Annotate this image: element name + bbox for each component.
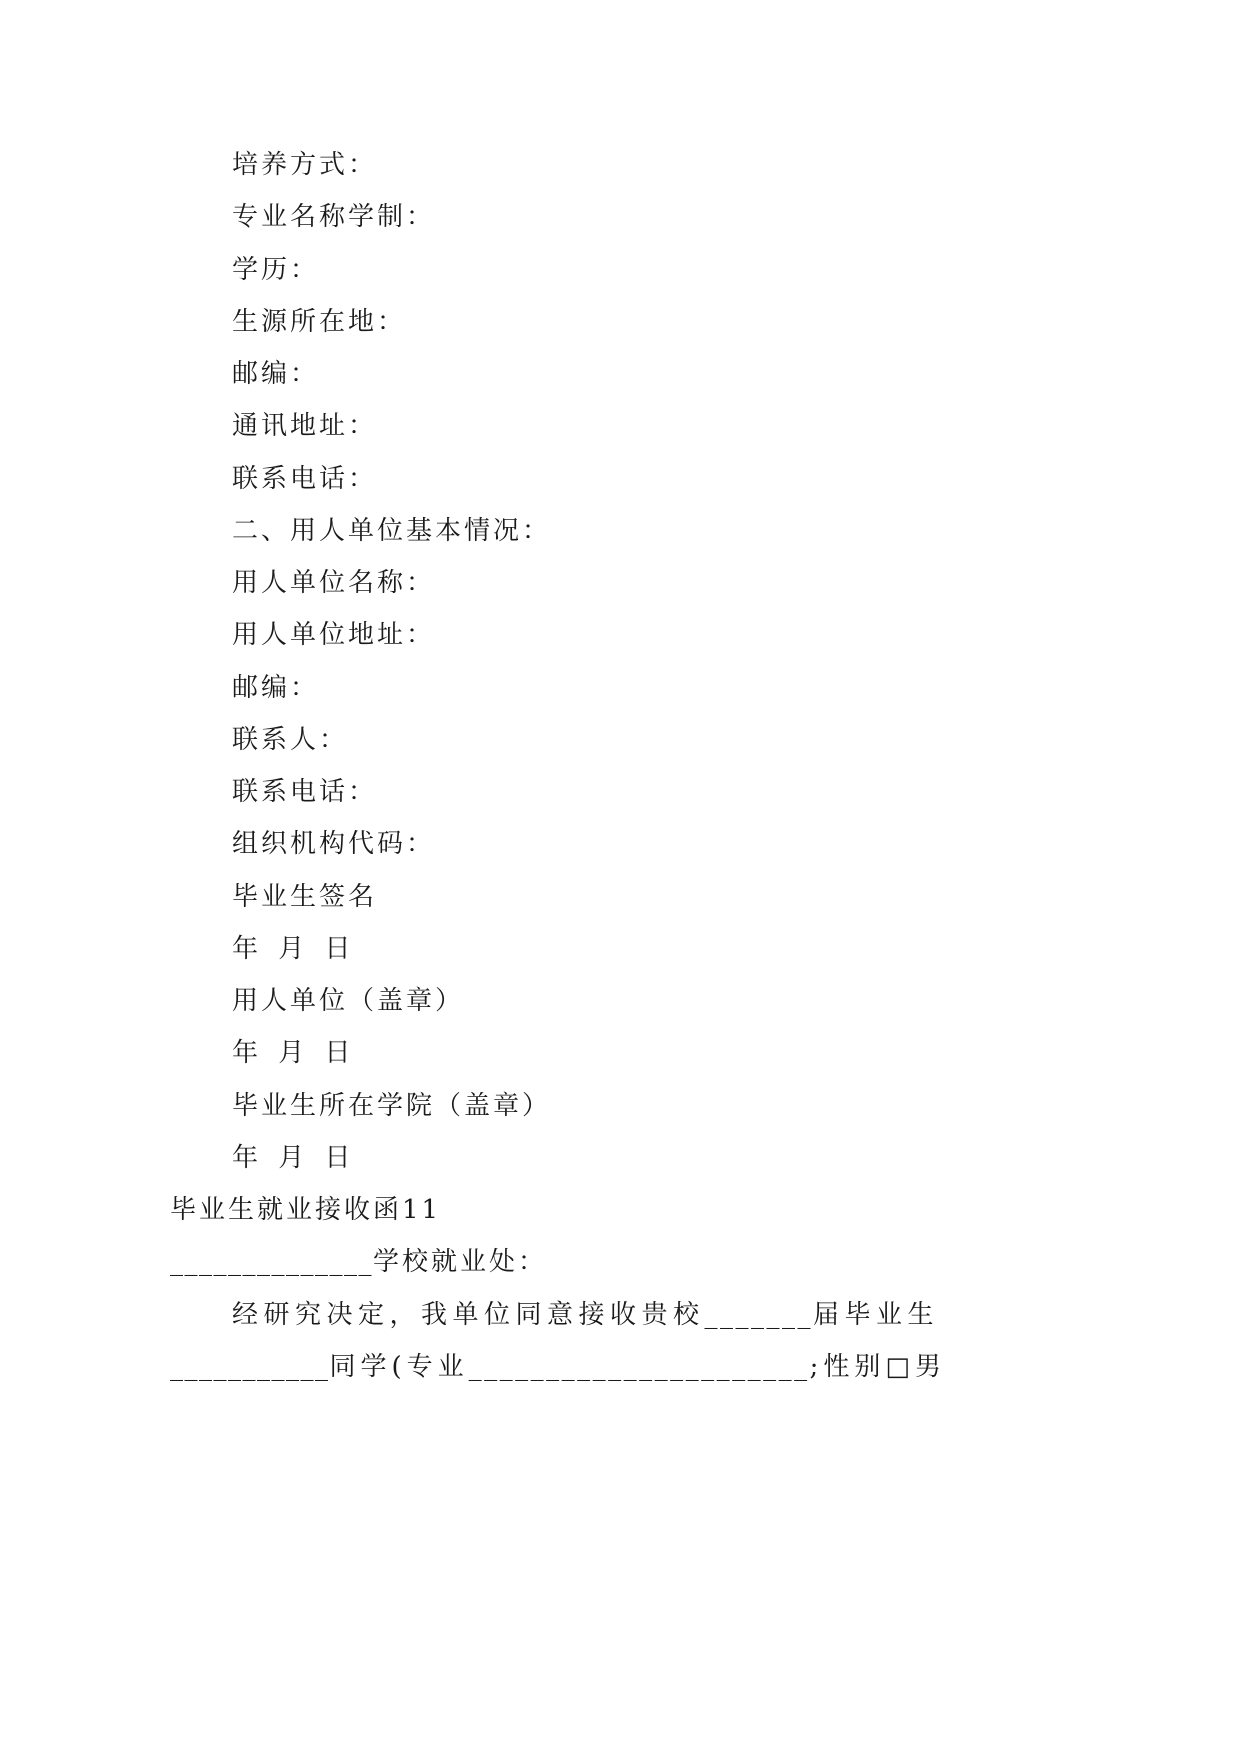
letter-body-line-2 <box>0 1341 1241 1393</box>
employer-seal-label: 用人单位（盖章） <box>232 986 465 1016</box>
employer-postcode-label: 邮编： <box>232 672 320 703</box>
employer-phone-label: 联系电话： <box>232 777 378 807</box>
gender-text: ;性别□男 <box>809 1351 946 1382</box>
training-mode-label: 培养方式： <box>232 150 378 180</box>
employer-address-label: 用人单位地址： <box>232 620 436 651</box>
body-line-1-text-end: 届毕业生 <box>813 1299 940 1330</box>
letter-body-line-1 <box>0 1289 1241 1341</box>
major-duration-label: 专业名称学制： <box>232 202 436 233</box>
document-body <box>0 139 1241 1393</box>
graduation-year-blank: _______ <box>704 1299 814 1330</box>
student-name-blank: ___________ <box>170 1351 330 1382</box>
body-line-1-text: 经研究决定，我单位同意接收贵校 <box>232 1299 705 1330</box>
graduate-signature-date: 年 月 日 <box>232 933 354 964</box>
school-name-blank: ______________ <box>170 1247 373 1278</box>
graduate-signature-label: 毕业生签名 <box>232 881 378 912</box>
major-blank: ______________________ <box>468 1351 810 1382</box>
student-postcode-label: 邮编： <box>232 359 320 389</box>
student-phone-label: 联系电话： <box>232 463 378 494</box>
addressee-text: 学校就业处： <box>373 1247 548 1278</box>
employer-seal-date: 年 月 日 <box>232 1038 354 1069</box>
origin-location-label: 生源所在地： <box>232 306 407 337</box>
body-line-2-text: 同学(专业 <box>329 1351 469 1382</box>
employer-section-heading: 二、用人单位基本情况： <box>232 515 552 546</box>
education-level-label: 学历： <box>232 254 320 285</box>
org-code-label: 组织机构代码： <box>232 829 436 860</box>
mailing-address-label: 通讯地址： <box>232 411 378 442</box>
contact-person-label: 联系人： <box>232 724 349 755</box>
employer-name-label: 用人单位名称： <box>232 568 436 598</box>
letter-title: 毕业生就业接收函11 <box>170 1195 442 1225</box>
college-seal-date: 年 月 日 <box>232 1142 354 1173</box>
letter-addressee <box>0 1236 1241 1288</box>
college-seal-label: 毕业生所在学院（盖章） <box>232 1090 552 1121</box>
